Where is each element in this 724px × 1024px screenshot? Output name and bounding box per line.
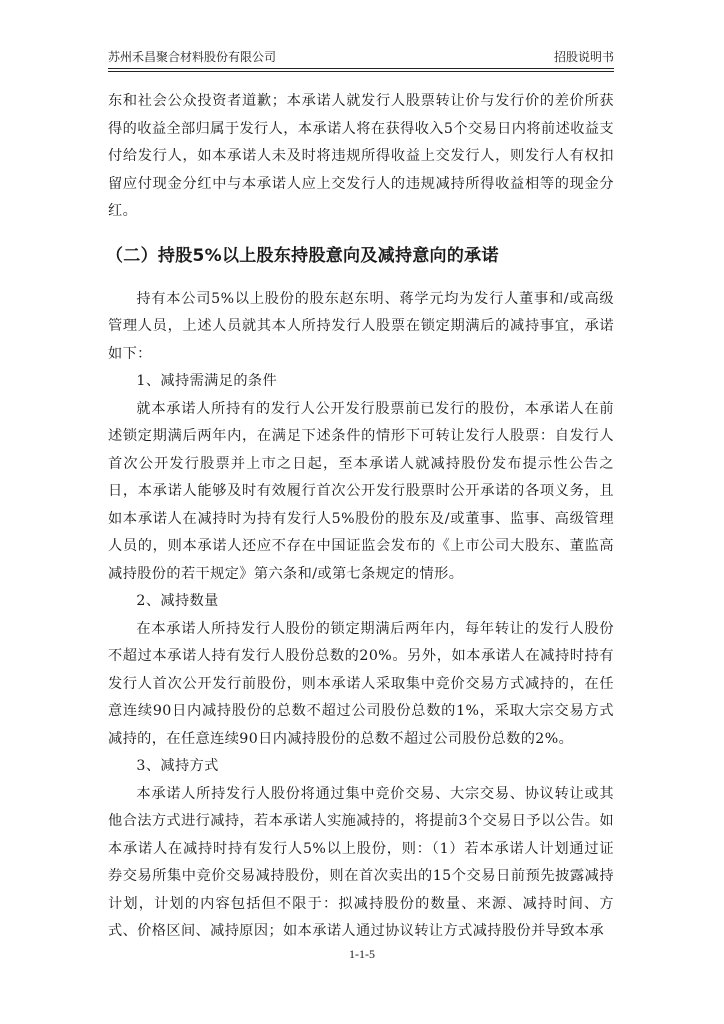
subheading-method: 3、减持方式 [136,758,219,774]
paragraph-conditions: 就本承诺人所持有的发行人公开发行股票前已发行的股份，本承诺人在前述锁定期满后两年内，在满足下述条件的情形下可转让发行人股票：自发行人首次公开发行股票并上市之日起，至本承诺人就减持股份发布提示性公告之日，本承诺人能够及时有效履行首次公开发行股票时公开承诺的各项义务，且如本承诺人在减持时为持有发行人5%股份的股东及/或董事、监事、高级管理人员的，则本承诺人还应不存在中国证监会发布的《上市公司大股东、董监高减持股份的若干规定》第六条和/或第七条规定的情形。 [108,400,614,582]
subheading-quantity: 2、减持数量 [136,593,219,609]
paragraph-intro: 持有本公司5%以上股份的股东赵东明、蒋学元均为发行人董事和/或高级管理人员，上述人员就其本人所持发行人股票在锁定期满后的减持事宜，承诺如下： [108,290,614,362]
page-header [108,47,614,67]
page-number: 1-1-5 [349,947,375,961]
paragraph-continuation: 东和社会公众投资者道歉；本承诺人就发行人股票转让价与发行价的差价所获得的收益全部归属于发行人，本承诺人将在获得收入5个交易日内将前述收益支付给发行人，如本承诺人未及时将违规所得收益上交发行人，则发行人有权扣留应付现金分红中与本承诺人应上交发行人的违规减持所得收益相等的现金分红。 [108,93,614,219]
company-name: 苏州禾昌聚合材料股份有限公司 [108,50,277,64]
paragraph-quantity: 在本承诺人所持发行人股份的锁定期满后两年内，每年转让的发行人股份不超过本承诺人持有发行人股份总数的20%。另外，如本承诺人在减持时持有发行人首次公开发行前股份，则本承诺人采取集中竞价交易方式减持的，在任意连续90日内减持股份的总数不超过公司股份总数的1%，采取大宗交易方式减持的，在任意连续90日内减持股份的总数不超过公司股份总数的2%。 [108,620,614,747]
subheading-conditions: 1、减持需满足的条件 [136,373,278,389]
header-rule-thick [108,68,614,69]
document-type: 招股说明书 [553,50,614,64]
section-heading: （二）持股5%以上股东持股意向及减持意向的承诺 [106,245,499,266]
header-rule-thin [108,71,614,72]
paragraph-method: 本承诺人所持发行人股份将通过集中竞价交易、大宗交易、协议转让或其他合法方式进行减持，若本承诺人实施减持的，将提前3个交易日予以公告。如本承诺人在减持时持有发行人5%以上股份，则：（1）若本承诺人计划通过证券交易所集中竞价交易减持股份，则在首次卖出的15个交易日前预先披露减持计划，计划的内容包括但不限于：拟减持股份的数量、来源、减持时间、方式、价格区间、减持原因；如本承诺人通过协议转让方式减持股份并导致本承 [108,785,614,939]
document-body [108,88,614,946]
